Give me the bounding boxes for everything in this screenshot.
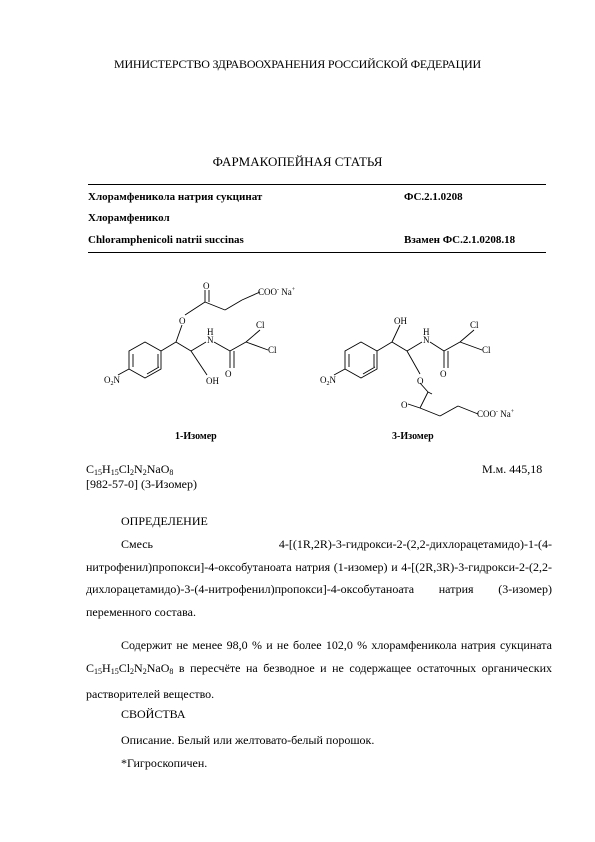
isomer-3-atoms bbox=[320, 316, 515, 442]
isomer-1-label: 1-Изомер bbox=[175, 431, 217, 442]
monograph-name-ru: Хлорамфеникола натрия сукцинат bbox=[88, 191, 263, 203]
svg-text:O: O bbox=[440, 369, 447, 379]
svg-text:OH: OH bbox=[206, 376, 219, 386]
svg-text:O: O bbox=[179, 316, 186, 326]
monograph-name-ru-2: Хлорамфеникол bbox=[88, 212, 170, 224]
svg-text:N: N bbox=[207, 335, 214, 345]
isomer-1-structure bbox=[118, 290, 268, 378]
svg-text:H: H bbox=[423, 327, 430, 337]
svg-text:O: O bbox=[203, 281, 210, 291]
ministry-header: МИНИСТЕРСТВО ЗДРАВООХРАНЕНИЯ РОССИЙСКОЙ ФЕДЕРАЦИИ bbox=[114, 57, 481, 71]
svg-text:OH: OH bbox=[394, 316, 407, 326]
svg-text:COO- Na+: COO- Na+ bbox=[258, 287, 296, 297]
svg-text:COO- Na+: COO- Na+ bbox=[477, 409, 515, 419]
divider-top bbox=[88, 184, 546, 185]
monograph-replaces: Взамен ФС.2.1.0208.18 bbox=[404, 234, 516, 246]
definition-heading: ОПРЕДЕЛЕНИЕ bbox=[121, 514, 208, 528]
article-title: ФАРМАКОПЕЙНАЯ СТАТЬЯ bbox=[212, 154, 383, 169]
molecular-formula: $C_{15}H_{15}Cl_2N_2NaO_8$ bbox=[86, 462, 174, 477]
description-text: Белый или желтовато-белый порошок. bbox=[177, 733, 375, 747]
content-paragraph: Содержит не менее 98,0 % и не более 102,0 % хлорамфеникола натрия сукцината $C_{15}H_{15}Cl_2N_2NaO_8$ в пересчёте на безводное и не содержащее остаточных органических растворителей вещество. bbox=[86, 638, 553, 701]
description-paragraph bbox=[86, 729, 552, 752]
svg-text:O2N: $O_2N$ bbox=[104, 375, 120, 387]
description-label: Описание. bbox=[121, 733, 175, 747]
monograph-name-latin: Chloramphenicoli natrii succinas bbox=[88, 234, 244, 246]
svg-text:N: N bbox=[423, 335, 430, 345]
svg-text:Cl: Cl bbox=[256, 320, 265, 330]
monograph-code: ФС.2.1.0208 bbox=[404, 191, 463, 203]
divider-bottom bbox=[88, 252, 546, 253]
cas-number: [982-57-0] (3-Изомер) bbox=[86, 477, 197, 491]
molecular-weight: М.м. 445,18 bbox=[482, 462, 543, 476]
properties-heading: СВОЙСТВА bbox=[121, 707, 186, 721]
isomer-3-label: 3-Изомер bbox=[392, 431, 434, 442]
svg-text:Cl: Cl bbox=[482, 345, 491, 355]
svg-text:Cl: Cl bbox=[470, 320, 479, 330]
svg-text:O: O bbox=[225, 369, 232, 379]
isomer-3-structure bbox=[334, 325, 482, 416]
svg-text:O: O bbox=[401, 400, 408, 410]
definition-paragraph: Смесь 4-[(1R,2R)-3-гидрокси-2-(2,2-дихлорацетамидо)-1-(4-нитрофенил)пропокси]-4-оксобутаноата натрия (1-изомер) и 4-[(2R,3R)-3-гидрокси-2-(2,2-дихлорацетамидо)-3-(4-нитрофенил)пропокси]-4-оксобутаноата натрия (3-изомер) переменного состава. bbox=[86, 537, 552, 619]
formula-inline: $C_{15}H_{15}Cl_2N_2NaO_8$ bbox=[86, 660, 174, 676]
svg-text:O: O bbox=[417, 376, 424, 386]
hygroscopic-note: *Гигроскопичен. bbox=[121, 756, 208, 770]
svg-text:H: H bbox=[207, 327, 214, 337]
svg-text:O2N: $O_2N$ bbox=[320, 375, 336, 387]
svg-text:Cl: Cl bbox=[268, 345, 277, 355]
structural-formulas bbox=[90, 280, 550, 450]
